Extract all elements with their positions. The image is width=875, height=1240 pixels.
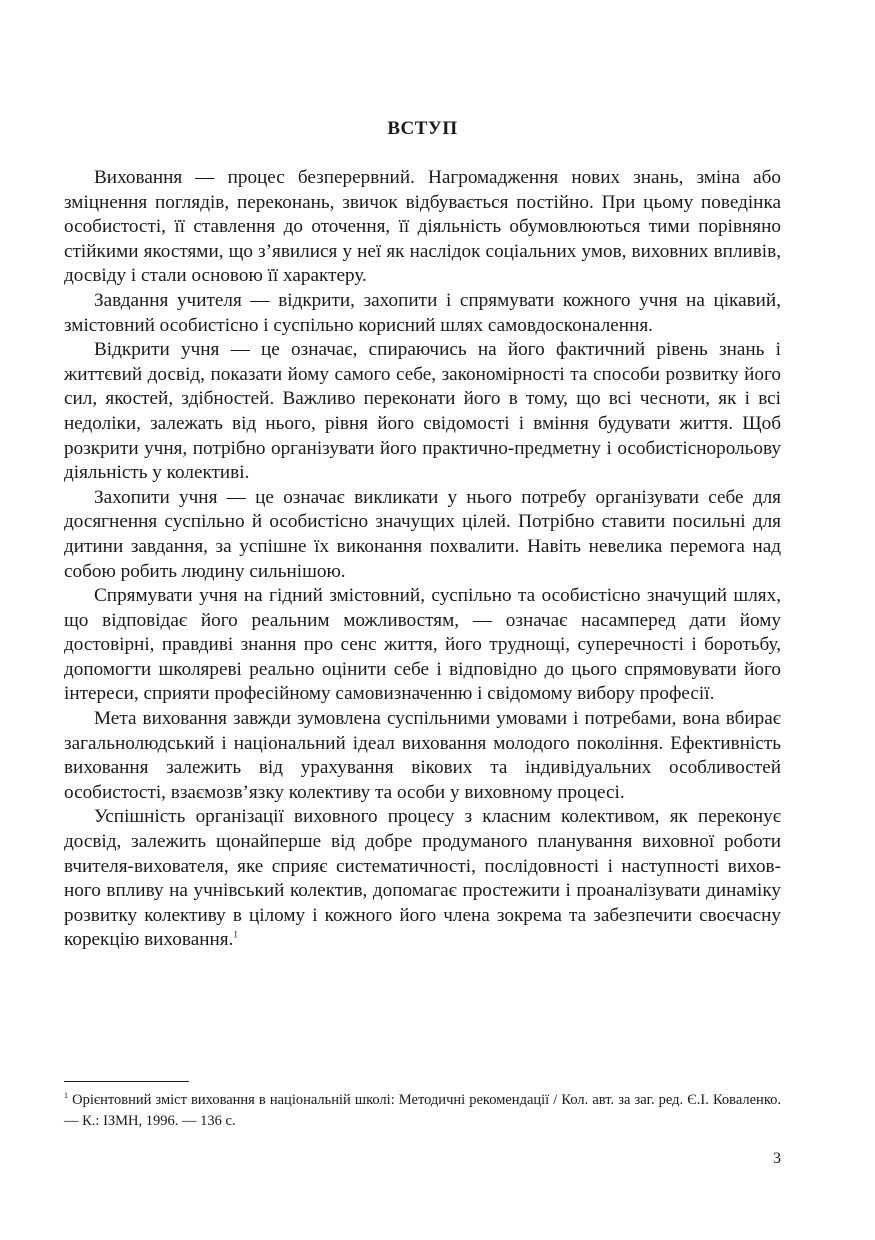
body-text bbox=[64, 166, 781, 953]
page-number: 3 bbox=[773, 1150, 781, 1167]
section-heading: ВСТУП bbox=[387, 118, 458, 139]
footnote bbox=[64, 1090, 781, 1132]
footnote-reference: 1 bbox=[233, 930, 238, 941]
document-page bbox=[64, 0, 781, 1240]
footnote-divider bbox=[64, 1081, 189, 1082]
paragraph: Мета виховання завжди зумовлена суспільними умовами і потребами, вона вбирає загальнолюдський і національний ідеал виховання молодого покоління. Ефективність виховання залежить від урахування вікових та індивідуальних особливостей особистості, взаємозв’язку колективу та особи у виховному процесі. bbox=[64, 708, 781, 803]
paragraph: Спрямувати учня на гідний змістовний, суспільно та особистісно значущий шлях, що відповідає його реальним можливостям, — означає насамперед дати йому достовірні, правдиві знання про сенс життя, його труднощі, суперечності і боротьбу, допомогти школяреві реально оцінити себе і відповідно до цього спрямовувати його інтереси, сприяти професійному самовизначенню і свідомому вибору професії. bbox=[64, 585, 781, 705]
paragraph: Захопити учня — це означає викликати у нього потребу організувати себе для досягнення суспільно й особистісно значущих цілей. Потрібно ставити посильні для дитини завдання, за успішне їх виконання похвалити. Навіть невелика перемога над собою робить людину сильнішою. bbox=[64, 486, 781, 582]
paragraph: Завдання учителя — відкрити, захопити і спрямувати кожного учня на цікавий, змістовний особистісно і суспільно корисний шлях самовдосконалення. bbox=[64, 289, 781, 336]
paragraph-text: Успішність організації виховного процесу з класним колективом, як переконує досвід, залежить щонайперше від добре продуманого планування виховної роботи вчителя-вихователя, яке сприяє систематичності, послідовності і наступності виховного впливу на учнівський колектив, допомагає простежити і проаналізувати динаміку розвитку колективу в цілому і кожного його члена зокрема та забезпечити своєчасну корекцію виховання. bbox=[64, 806, 781, 951]
footnote-text: Орієнтовний зміст виховання в національній школі: Методичні рекомендації / Кол. авт. за заг. ред. Є.І. Коваленко. — К.: ІЗМН, 1996. — 136 с. bbox=[64, 1092, 782, 1129]
paragraph: Відкрити учня — це означає, спираючись на його фактичний рівень знань і життєвий досвід, показати йому самого себе, закономірності та способи розвитку його сил, якостей, здібностей. Важливо переконати його в тому, що всі чесноти, як і всі недоліки, залежать від нього, рівня його свідомості і вміння будувати життя. Щоб розкрити учня, потрібно організувати його практично-предметну і особистіснорольову діяльність у колективі. bbox=[64, 339, 781, 484]
paragraph: Виховання — процес безперервний. Нагромадження нових знань, зміна або зміцнення поглядів, переконань, звичок відбувається постійно. При цьому поведінка особистості, її ставлення до оточення, її діяльність обумовлюються тими порівняно стійкими якостями, що з’явилися у неї як наслідок соціальних умов, виховних впливів, досвіду і стали основою її характеру. bbox=[64, 167, 781, 287]
paragraph-with-footnote bbox=[64, 805, 781, 953]
footnote-marker: 1 bbox=[64, 1091, 68, 1101]
